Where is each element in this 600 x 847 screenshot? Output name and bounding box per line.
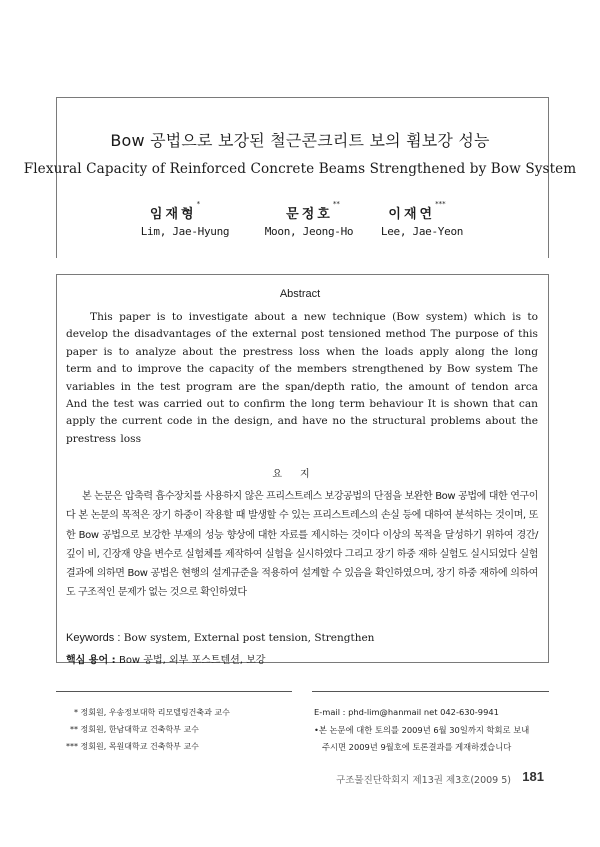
title-english: Flexural Capacity of Reinforced Concrete Beams Strengthened by Bow System — [23, 161, 577, 177]
discussion-note-line2: 주시면 2009년 9월호에 토론결과를 게재하겠습니다 — [322, 742, 512, 752]
footnote-1: * 정회원, 우송정보대학 리모델링건축과 교수 — [74, 708, 230, 717]
author-1-korean: 임재형* — [149, 200, 201, 222]
abstract-text: This paper is to investigate about a new technique (Bow system) which is to develop the disadvantages of the external post tensioned method The purpose of this paper is to analyze about the prestress loss when the loads apply along the long term and to improve the capacity of the members strengthened by Bow system The variables in the test program are the span/depth ratio, the amount of tendon arca And the test was carried out to confirm the long term behaviour It is shown that can apply the current code in the design, and have no the structural problems about the prestress loss — [66, 311, 538, 445]
author-1-english: Lim, Jae-Hyung — [140, 225, 230, 238]
author-2-korean: 문정호** — [286, 200, 340, 222]
author-3-english: Lee, Jae-Yeon — [380, 225, 464, 238]
abstract-heading: Abstract — [279, 288, 321, 300]
yoji-heading: 요지 — [272, 469, 328, 480]
keywords-label-korean: 핵심 용어 : — [66, 655, 116, 666]
author-3-korean: 이재연*** — [388, 200, 446, 222]
keywords-value: Bow system, External post tension, Strengthen — [123, 632, 375, 644]
page-number: 181 — [522, 769, 544, 784]
footnote-rule-right — [312, 691, 549, 692]
keywords-label: Keywords : — [66, 632, 121, 644]
yoji-text: 본 논문은 압축력 흡수장치를 사용하지 않은 프리스트레스 보강공법의 단점을 보완한 Bow 공법에 대한 연구이다 본 논문의 목적은 장기 하중이 작용할 때 발생할 수 있는 프리스트레스의 손실 등에 대하여 분석하는 것이며, 또한 Bow 공법으로 보강한 부재의 성능 향상에 대한 자료를 제시하는 것이다 이상의 목적을 달성하기 위하여 경간/깊이 비, 긴장재 양을 변수로 실험체를 제작하여 실험을 실시하였다 그리고 장기 하중 재하 실험도 실시되었다 실험결과에 의하면 Bow 공법은 현행의 설계규준을 적용하여 설계할 수 있음을 확인하였으며, 장기 하중 재하에 의하여도 구조적인 문제가 없는 것으로 확인하였다 — [66, 491, 538, 599]
keywords-value-korean: Bow 공법, 외부 포스트텐션, 보강 — [118, 655, 266, 666]
discussion-note-line1: •본 논문에 대한 토의를 2009년 6월 30일까지 학회로 보내 — [314, 725, 530, 735]
footnote-rule-left — [56, 691, 292, 692]
author-email: E-mail : phd-lim@hanmail net 042-630-9941 — [314, 707, 499, 717]
keywords-korean — [66, 651, 265, 666]
journal-citation: 구조물진단학회지 제13권 제3호(2009 5) — [336, 775, 511, 786]
author-2-english: Moon, Jeong-Ho — [264, 225, 354, 238]
footnote-2: ** 정회원, 한남대학교 건축학부 교수 — [70, 725, 199, 734]
footnote-3: *** 정회원, 목원대학교 건축학부 교수 — [66, 742, 199, 751]
title-korean: Bow 공법으로 보강된 철근콘크리트 보의 휨보강 성능 — [110, 131, 490, 150]
keywords-english — [66, 632, 374, 644]
